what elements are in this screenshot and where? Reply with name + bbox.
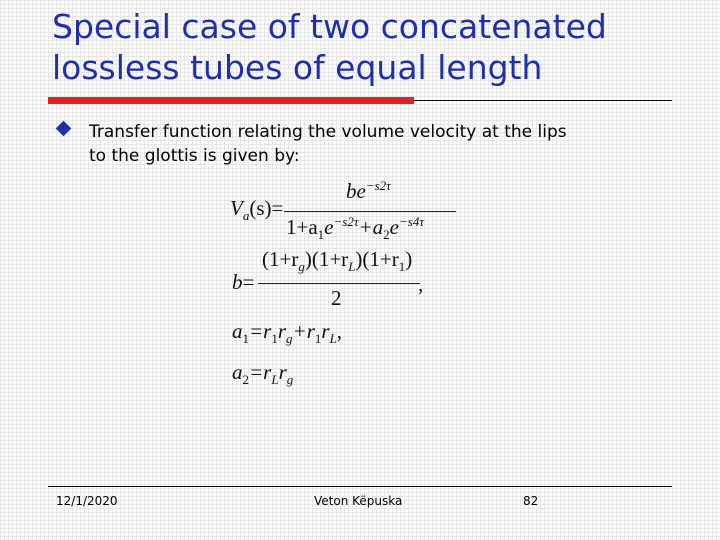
eq2-factor-1: 1+r bbox=[269, 247, 299, 271]
eq1-num-text: be bbox=[346, 179, 366, 203]
eq3-l-sub: L bbox=[329, 331, 337, 347]
eq1-lhs bbox=[230, 196, 283, 224]
title-line-1: Special case of two concatenated bbox=[52, 7, 607, 46]
bullet-text-line-2: to the glottis is given by: bbox=[89, 146, 300, 166]
equation-a1 bbox=[232, 319, 342, 347]
eq2-fraction-bar bbox=[258, 283, 420, 284]
eq2-comma: , bbox=[418, 272, 424, 296]
title-accent-rule bbox=[48, 97, 414, 104]
eq2-factor-2: 1+r bbox=[318, 247, 349, 271]
slide-title bbox=[52, 6, 692, 88]
eq1-den-e1-sup: −s2τ bbox=[333, 214, 359, 229]
eq3-eq-r: =r bbox=[249, 319, 272, 343]
eq1-lhs-arg: (s) bbox=[249, 196, 272, 220]
eq2-factor-3: 1+r bbox=[369, 247, 399, 271]
eq3-r1-sub: 1 bbox=[271, 331, 278, 347]
eq1-denominator bbox=[286, 214, 424, 243]
eq4-a-sub: 2 bbox=[242, 372, 249, 388]
eq2-numerator: $(1+r_g)(1+r_L)(1+r_1)$ bbox=[262, 247, 413, 275]
eq1-num-sup: −s2τ bbox=[365, 178, 391, 193]
title-divider bbox=[414, 100, 672, 101]
eq1-den-a-sub: 1 bbox=[317, 227, 325, 243]
eq4-g-sub: g bbox=[286, 372, 294, 388]
eq1-den-e2-sup: −s4τ bbox=[398, 214, 424, 229]
eq2-equals: = bbox=[242, 270, 255, 294]
eq4-a: a bbox=[232, 360, 243, 384]
footer-date: 12/1/2020 bbox=[56, 494, 118, 508]
eq3-rl: r bbox=[321, 319, 330, 343]
footer-divider bbox=[48, 486, 672, 487]
eq1-equals: = bbox=[271, 196, 284, 220]
eq2-factor-1-sub: g bbox=[298, 259, 305, 275]
bullet-text-line-1: Transfer function relating the volume velocity at the lips bbox=[89, 122, 567, 142]
eq2-denominator: 2 bbox=[331, 286, 342, 310]
eq1-numerator bbox=[346, 178, 391, 204]
eq3-plus-r: +r bbox=[292, 319, 315, 343]
eq3-a-sub: 1 bbox=[242, 331, 249, 347]
eq4-l-sub: L bbox=[271, 372, 279, 388]
eq4-eq-r: =r bbox=[249, 360, 272, 384]
eq3-g-sub: g bbox=[286, 331, 293, 347]
eq1-den-plus: +a bbox=[358, 215, 384, 239]
eq1-den-a: 1+a bbox=[286, 215, 318, 239]
eq3-comma: , bbox=[336, 319, 343, 343]
eq1-den-e2: e bbox=[389, 215, 399, 239]
title-line-2: lossless tubes of equal length bbox=[52, 48, 543, 87]
eq1-den-e1: e bbox=[324, 215, 334, 239]
eq3-a: a bbox=[232, 319, 243, 343]
eq2-factor-3-sub: 1 bbox=[398, 259, 406, 275]
bullet-text bbox=[89, 120, 689, 168]
eq2-lhs bbox=[232, 270, 254, 295]
footer-page-number: 82 bbox=[523, 494, 539, 508]
eq1-fraction-bar bbox=[284, 211, 456, 212]
eq2-lhs-symbol: b bbox=[232, 270, 243, 294]
eq2-factor-2-sub: L bbox=[348, 259, 356, 275]
equation-a2 bbox=[232, 360, 293, 388]
footer-author: Veton Këpuska bbox=[314, 494, 403, 508]
eq1-lhs-symbol: V bbox=[230, 196, 243, 220]
eq1-den-b-sub: 2 bbox=[383, 227, 390, 243]
eq3-r: r bbox=[277, 319, 287, 343]
diamond-bullet-icon bbox=[56, 121, 72, 137]
eq4-r: r bbox=[278, 360, 287, 384]
eq3-r1b-sub: 1 bbox=[314, 331, 322, 347]
eq1-lhs-sub: a bbox=[242, 208, 250, 224]
